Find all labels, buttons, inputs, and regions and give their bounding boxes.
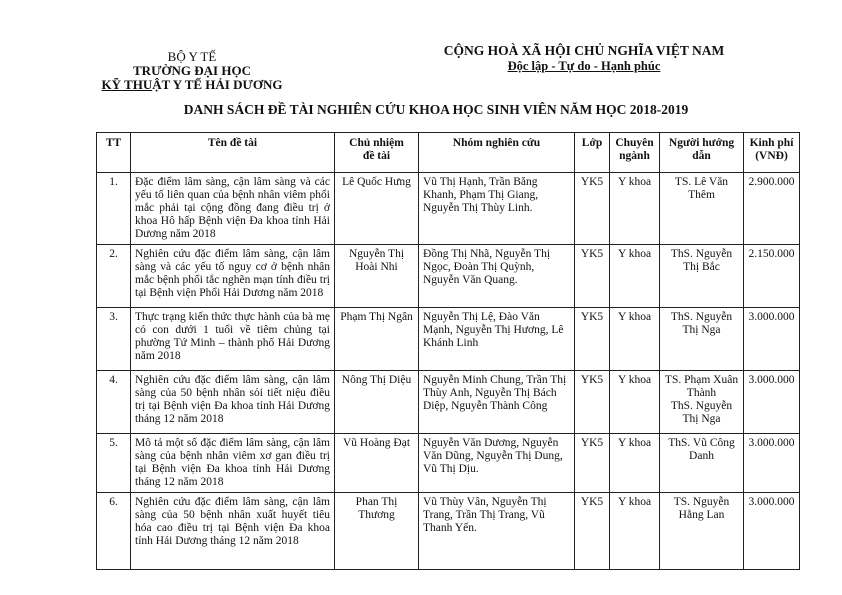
advisor-name: TS. Lê Văn Thêm — [674, 176, 729, 201]
issuer-block — [88, 50, 296, 92]
cell-class: YK5 — [575, 434, 610, 493]
cell-class: YK5 — [575, 245, 610, 308]
col-header-group: Nhóm nghiên cứu — [419, 133, 575, 173]
cell-advisor — [660, 371, 744, 434]
cell-topic: Thực trạng kiến thức thực hành của bà mẹ có con dưới 1 tuổi về tiêm chủng tại phường Tứ Minh – thành phố Hải Dương năm 2018 — [131, 308, 335, 371]
col-header-budget-l2: (VNĐ) — [755, 150, 788, 162]
col-header-budget-l1: Kinh phí — [749, 137, 794, 149]
cell-tt: 1. — [97, 173, 131, 245]
cell-topic: Nghiên cứu đặc điểm lâm sàng, cận lâm sàng của 50 bệnh nhân sỏi tiết niệu điều trị tại Bệnh viện Đa khoa tỉnh Hải Dương tháng 12 năm 2018 — [131, 371, 335, 434]
col-header-major-l1: Chuyên — [615, 137, 654, 149]
cell-major: Y khoa — [610, 245, 660, 308]
advisor-name: ThS. Vũ Công Danh — [668, 437, 735, 462]
table-row — [97, 371, 800, 434]
cell-class: YK5 — [575, 371, 610, 434]
table-row — [97, 173, 800, 245]
cell-lead: Nguyễn Thị Hoài Nhi — [335, 245, 419, 308]
university-name-line2 — [88, 78, 296, 92]
cell-major: Y khoa — [610, 173, 660, 245]
cell-tt: 4. — [97, 371, 131, 434]
cell-major: Y khoa — [610, 493, 660, 570]
col-header-topic: Tên đề tài — [131, 133, 335, 173]
col-header-advisor-l1: Người hướng — [668, 137, 735, 149]
cell-group: Vũ Thị Hạnh, Trần Băng Khanh, Phạm Thị Giang, Nguyễn Thị Thùy Linh. — [419, 173, 575, 245]
cell-lead: Phạm Thị Ngân — [335, 308, 419, 371]
cell-budget: 3.000.000 — [744, 493, 800, 570]
cell-topic: Nghiên cứu đặc điểm lâm sàng, cận lâm sàng của 50 bệnh nhân xuất huyết tiêu hóa cao điều trị tại Bệnh viện Đa khoa tỉnh Hải Dương tháng 12 năm 2018 — [131, 493, 335, 570]
table-row — [97, 493, 800, 570]
national-motto — [436, 59, 732, 73]
cell-group: Nguyễn Văn Dương, Nguyễn Văn Dũng, Nguyễn Thị Dung, Vũ Thị Dịu. — [419, 434, 575, 493]
cell-budget: 3.000.000 — [744, 434, 800, 493]
col-header-lead — [335, 133, 419, 173]
col-header-major — [610, 133, 660, 173]
cell-budget: 2.900.000 — [744, 173, 800, 245]
cell-class: YK5 — [575, 493, 610, 570]
national-motto-text: Độc lập - Tự do - Hạnh phúc — [507, 59, 661, 73]
advisor-name: ThS. Nguyễn Thị Bắc — [670, 248, 733, 273]
cell-advisor — [660, 493, 744, 570]
col-header-advisor — [660, 133, 744, 173]
cell-major: Y khoa — [610, 434, 660, 493]
cell-lead: Phan Thị Thương — [335, 493, 419, 570]
cell-class: YK5 — [575, 308, 610, 371]
table-row — [97, 308, 800, 371]
cell-lead: Nông Thị Diệu — [335, 371, 419, 434]
advisor-name: TS. Phạm Xuân Thành — [664, 374, 739, 399]
cell-advisor — [660, 434, 744, 493]
col-header-major-l2: ngành — [619, 150, 650, 162]
col-header-lead-l2: đề tài — [362, 150, 391, 162]
cell-tt: 2. — [97, 245, 131, 308]
advisor-name: ThS. Nguyễn Thị Nga — [670, 400, 733, 425]
cell-tt: 6. — [97, 493, 131, 570]
country-name: CỘNG HOÀ XÃ HỘI CHỦ NGHĨA VIỆT NAM — [443, 43, 725, 58]
university-name-underlined: KỸ THU — [101, 77, 153, 92]
cell-tt: 3. — [97, 308, 131, 371]
cell-group: Nguyễn Minh Chung, Trần Thị Thùy Anh, Nguyễn Thị Bách Diệp, Nguyễn Thành Công — [419, 371, 575, 434]
cell-topic: Mô tả một số đặc điểm lâm sàng, cận lâm sàng của bệnh nhân viêm xơ gan điều trị tại Bệnh viện Đa khoa tỉnh Hải Dương tháng 12 năm 2018 — [131, 434, 335, 493]
cell-group: Vũ Thùy Vân, Nguyễn Thị Trang, Trần Thị Trang, Vũ Thanh Yến. — [419, 493, 575, 570]
cell-topic: Đặc điểm lâm sàng, cận lâm sàng và các yếu tố liên quan của bệnh nhân viêm phổi mắc phải tại cộng đồng đang điều trị ở khoa Hô hấp Bệnh viện Đa khoa tỉnh Hải Dương năm 2018 — [131, 173, 335, 245]
cell-group: Đồng Thị Nhã, Nguyễn Thị Ngọc, Đoàn Thị Quỳnh, Nguyễn Văn Quang. — [419, 245, 575, 308]
advisor-name: ThS. Nguyễn Thị Nga — [670, 311, 733, 336]
research-topics-table — [96, 132, 800, 570]
cell-major: Y khoa — [610, 371, 660, 434]
table-header-row — [97, 133, 800, 173]
university-name-line1: TRƯỜNG ĐẠI HỌC — [133, 63, 251, 78]
table-row — [97, 245, 800, 308]
cell-budget: 2.150.000 — [744, 245, 800, 308]
cell-tt: 5. — [97, 434, 131, 493]
cell-major: Y khoa — [610, 308, 660, 371]
national-motto-block — [436, 43, 732, 73]
cell-advisor — [660, 308, 744, 371]
col-header-budget — [744, 133, 800, 173]
advisor-name: TS. Nguyễn Hằng Lan — [673, 496, 730, 521]
table-row — [97, 434, 800, 493]
cell-group: Nguyễn Thị Lệ, Đào Văn Mạnh, Nguyễn Thị Hương, Lê Khánh Linh — [419, 308, 575, 371]
document-title: DANH SÁCH ĐỀ TÀI NGHIÊN CỨU KHOA HỌC SINH VIÊN NĂM HỌC 2018-2019 — [183, 102, 689, 117]
cell-budget: 3.000.000 — [744, 308, 800, 371]
cell-class: YK5 — [575, 173, 610, 245]
cell-advisor — [660, 173, 744, 245]
cell-advisor — [660, 245, 744, 308]
col-header-advisor-l2: dẫn — [692, 150, 711, 162]
col-header-tt: TT — [97, 133, 131, 173]
ministry-name: BỘ Y TẾ — [167, 49, 217, 64]
col-header-lead-l1: Chủ nhiệm — [349, 137, 404, 149]
cell-lead: Lê Quốc Hưng — [335, 173, 419, 245]
cell-topic: Nghiên cứu đặc điểm lâm sàng, cận lâm sàng và các yếu tố nguy cơ ở bệnh nhân mắc bệnh phổi tắc nghẽn mạn tính điều trị tại Bệnh viện Phổi Hải Dương năm 2018 — [131, 245, 335, 308]
university-name-rest: ẬT Y TẾ HẢI DƯƠNG — [152, 77, 283, 92]
col-header-class: Lớp — [575, 133, 610, 173]
cell-budget: 3.000.000 — [744, 371, 800, 434]
cell-lead: Vũ Hoàng Đạt — [335, 434, 419, 493]
